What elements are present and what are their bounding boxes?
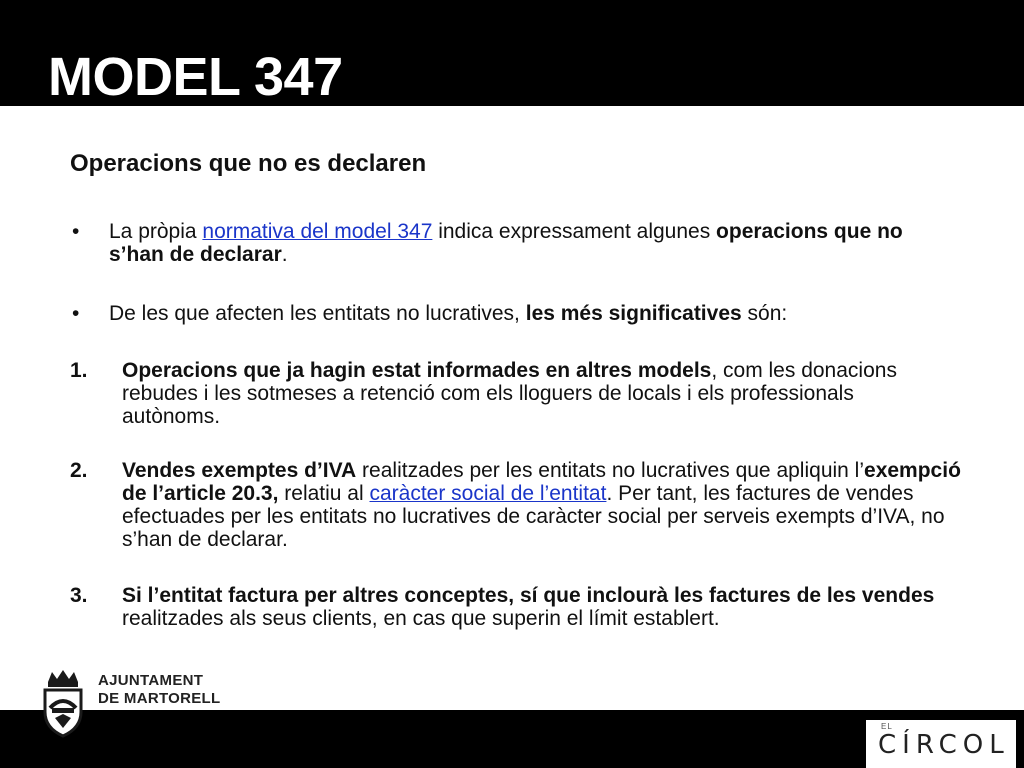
slide-subtitle: Operacions que no es declaren [70, 150, 427, 177]
numbered-item-3 [122, 584, 957, 630]
bullet-marker: • [72, 302, 80, 325]
circol-logo [866, 720, 1016, 768]
bullet-paragraph-2 [109, 302, 949, 325]
item-3-text: realitzades als seus clients, en cas que superin el límit establert. [122, 607, 720, 630]
martorell-coat-of-arms-icon [40, 668, 86, 740]
bullet-paragraph-1 [109, 220, 949, 266]
item-1-bold: Operacions que ja hagin estat informades en altres models [122, 359, 712, 382]
normativa-link[interactable]: normativa del model 347 [202, 220, 433, 243]
bullet-1-text-c: . [281, 243, 288, 266]
item-number-2: 2. [70, 459, 88, 482]
item-number-1: 1. [70, 359, 88, 382]
item-number-3: 3. [70, 584, 88, 607]
item-2-text-c: . Per tant, les factures de vendes efectuades per les entitats no lucratives de caràcter social per serveis exempts d’IVA, no s’han de declarar. [122, 482, 945, 551]
item-1-text: , com les donacions rebudes i les sotmeses a retenció com els lloguers de locals i els professionals autònoms. [122, 359, 897, 428]
circol-logo-el: EL [881, 722, 893, 731]
bullet-2-bold: les més significatives [525, 302, 742, 325]
bullet-1-text-b: indica expressament algunes [432, 220, 717, 243]
circol-logo-text: CÍRCOL [878, 730, 1010, 760]
numbered-item-1 [122, 359, 947, 428]
bullet-1-text-a: La pròpia [109, 220, 203, 243]
ajuntament-logo [40, 666, 240, 746]
ajuntament-name [98, 672, 221, 708]
bullet-marker: • [72, 220, 80, 243]
slide-title: MODEL 347 [48, 47, 343, 107]
item-2-text-b: relatiu al [278, 482, 370, 505]
ajuntament-name-line-1: AJUNTAMENT [98, 672, 204, 689]
numbered-item-2 [122, 459, 962, 551]
ajuntament-name-line-2: DE MARTORELL [98, 690, 221, 707]
item-2-bold-b: exempció de l’article 20.3, [122, 459, 961, 505]
bullet-2-text-a: De les que afecten les entitats no lucratives, [109, 302, 526, 325]
caracter-social-link[interactable]: caràcter social de l’entitat [369, 482, 607, 505]
item-2-text-a: realitzades per les entitats no lucratives que apliquin l’ [356, 459, 865, 482]
item-2-bold-a: Vendes exemptes d’IVA [122, 459, 357, 482]
bullet-2-text-b: són: [741, 302, 788, 325]
item-3-bold: Si l’entitat factura per altres conceptes, sí que inclourà les factures de les vendes [122, 584, 935, 607]
bullet-1-bold: operacions que no s’han de declarar [109, 220, 903, 266]
